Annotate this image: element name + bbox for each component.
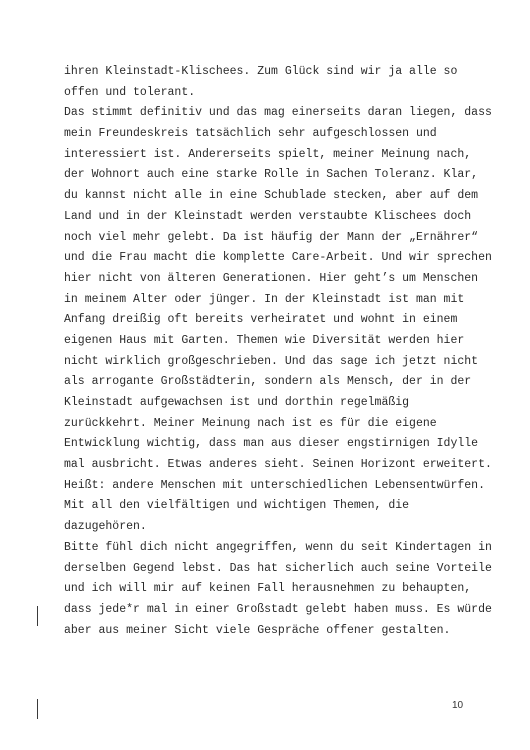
text-line: als arrogante Großstädterin, sondern als Mensch, der in der <box>64 375 472 389</box>
text-line: und die Frau macht die komplette Care-Arbeit. Und wir sprechen <box>64 251 492 265</box>
text-line: der Wohnort auch eine starke Rolle in Sachen Toleranz. Klar, <box>64 168 479 182</box>
margin-change-bar <box>37 606 38 626</box>
body-text <box>64 62 504 641</box>
margin-change-bar <box>37 699 38 719</box>
text-line: eigenen Haus mit Garten. Themen wie Diversität werden hier <box>64 333 465 347</box>
text-line: ihren Kleinstadt-Klischees. Zum Glück sind wir ja alle so <box>64 65 458 78</box>
text-line: offen und tolerant. <box>64 85 196 99</box>
text-line: mein Freundeskreis tatsächlich sehr aufgeschlossen und <box>64 127 437 141</box>
text-line: noch viel mehr gelebt. Da ist häufig der Mann der „Ernährer“ <box>64 230 479 244</box>
text-line: dazugehören. <box>64 520 147 534</box>
text-line: Anfang dreißig oft bereits verheiratet und wohnt in einem <box>64 313 458 327</box>
text-line: und ich will mir auf keinen Fall herausnehmen zu behaupten, <box>64 582 472 596</box>
text-line: Bitte fühl dich nicht angegriffen, wenn du seit Kindertagen in <box>64 540 492 554</box>
text-line: Land und in der Kleinstadt werden verstaubte Klischees doch <box>64 209 472 223</box>
text-line: nicht wirklich großgeschrieben. Und das sage ich jetzt nicht <box>64 354 479 368</box>
text-line: hier nicht von älteren Generationen. Hier geht’s um Menschen <box>64 271 479 285</box>
text-line: aber aus meiner Sicht viele Gespräche offener gestalten. <box>64 623 451 637</box>
text-line: Kleinstadt aufgewachsen ist und dorthin regelmäßig <box>64 396 410 409</box>
text-line: in meinem Alter oder jünger. In der Kleinstadt ist man mit <box>64 292 465 306</box>
text-line: derselben Gegend lebst. Das hat sicherlich auch seine Vorteile <box>64 561 492 575</box>
text-line: Heißt: andere Menschen mit unterschiedlichen Lebensentwürfen. <box>64 478 485 492</box>
text-line: Das stimmt definitiv und das mag einerseits daran liegen, dass <box>64 106 492 120</box>
text-line: du kannst nicht alle in eine Schublade stecken, aber auf dem <box>64 189 479 203</box>
text-line: dass jede*r mal in einer Großstadt gelebt haben muss. Es würde <box>64 602 492 616</box>
text-line: zurückkehrt. Meiner Meinung nach ist es für die eigene <box>64 416 437 430</box>
text-line: Mit all den vielfältigen und wichtigen Themen, die <box>64 499 410 513</box>
page-number: 10 <box>452 700 464 711</box>
text-line: mal ausbricht. Etwas anderes sieht. Seinen Horizont erweitert. <box>64 458 492 472</box>
text-line: interessiert ist. Andererseits spielt, meiner Meinung nach, <box>64 147 472 161</box>
text-line: Entwicklung wichtig, dass man aus dieser engstirnigen Idylle <box>64 437 479 451</box>
